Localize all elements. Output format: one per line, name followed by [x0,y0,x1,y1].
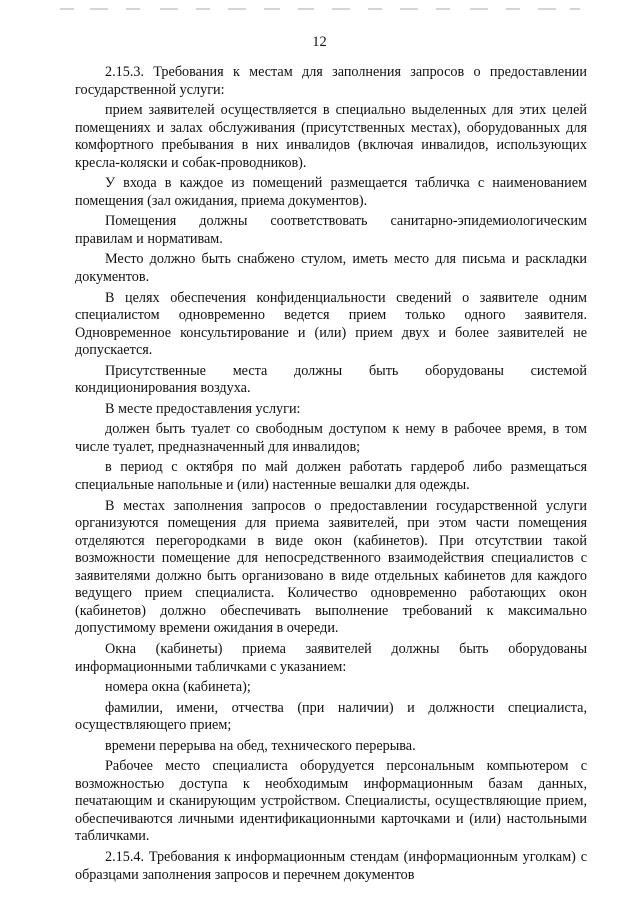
paragraph: 2.15.3. Требования к местам для заполнения запросов о предоставлении государственной услуги: [75,64,587,98]
page-number: 12 [312,34,327,50]
paragraph: Помещения должны соответствовать санитарно-эпидемиологическим правилам и нормативам. [75,213,587,247]
paragraph: В месте предоставления услуги: [105,400,301,417]
paragraph: времени перерыва на обед, технического перерыва. [105,737,416,754]
paragraph: прием заявителей осуществляется в специально выделенных для этих целей помещениях и залах обслуживания (присутственных местах), оборудованных для комфортного пребывания в них инвалидов (включая инвалидов, использующих кресла-коляски и собак-проводников). [75,102,587,171]
paragraph: У входа в каждое из помещений размещается табличка с наименованием помещения (зал ожидания, приема документов). [75,175,587,209]
paragraph: В местах заполнения запросов о предоставлении государственной услуги организуются помещения для приема заявителей, при этом части помещения отделяются перегородками в виде окон (кабинетов). При отсутствии такой возможности помещение для непосредственного взаимодействия специалистов с заявителями должно быть организовано в виде отдельных кабинетов для каждого ведущего прием специалиста. Количество одновременно работающих окон (кабинетов) должно обеспечивать выполнение требований к максимально допустимому времени ожидания в очереди. [75,497,587,637]
paragraph: номера окна (кабинета); [105,679,251,696]
paragraph: Рабочее место специалиста оборудуется персональным компьютером с возможностью доступа к необходимым информационным базам данных, печатающим и сканирующим устройством. Специалисты, осуществляющие прием, обеспечиваются личными идентификационными карточками и (или) настольными табличками. [75,758,587,845]
document-body [75,64,587,884]
paragraph: Место должно быть снабжено стулом, иметь место для письма и раскладки документов. [75,251,587,286]
paragraph: Окна (кабинеты) приема заявителей должны быть оборудованы информационными табличками с указанием: [75,640,587,675]
paragraph: в период с октября по май должен работать гардероб либо размещаться специальные напольные и (или) настенные вешалки для одежды. [75,459,587,494]
paragraph: В целях обеспечения конфиденциальности сведений о заявителе одним специалистом одновременно ведется прием только одного заявителя. Одновременное консультирование и (или) прием двух и более заявителей не допускается. [75,289,587,359]
paragraph: 2.15.4. Требования к информационным стендам (информационным уголкам) с образцами заполнения запросов и перечнем документов [75,848,587,883]
paragraph: фамилии, имени, отчества (при наличии) и должности специалиста, осуществляющего прием; [75,699,587,734]
scan-edge-marks [60,5,580,13]
paragraph: должен быть туалет со свободным доступом к нему в рабочее время, в том числе туалет, предназначенный для инвалидов; [75,421,587,455]
paragraph: Присутственные места должны быть оборудованы системой кондиционирования воздуха. [75,362,587,397]
